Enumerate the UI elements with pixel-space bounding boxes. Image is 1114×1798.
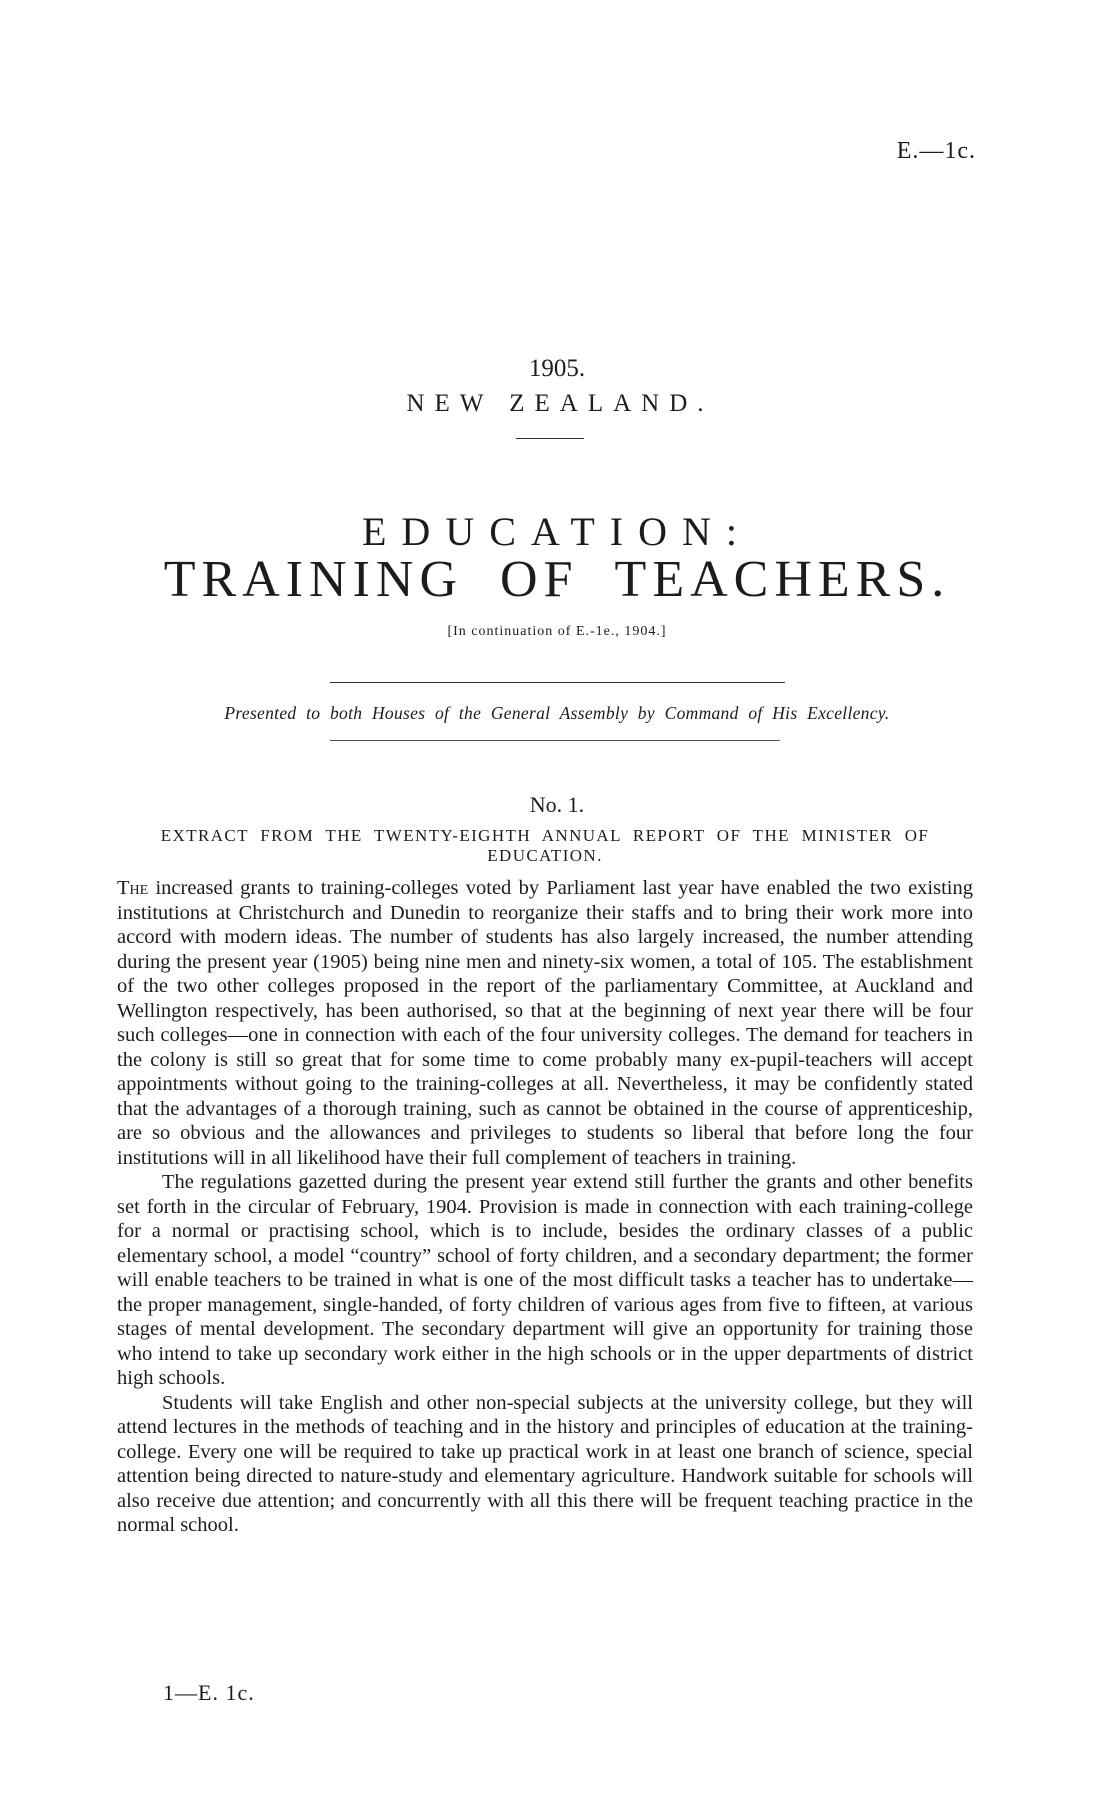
section-number: No. 1. [529,792,585,817]
bottom-divider [330,740,780,741]
heading-training-of-teachers: TRAINING OF TEACHERS. [163,551,951,608]
short-divider [516,438,584,439]
paragraph-1-text: increased grants to training-colleges voted by Parliament last year have enabled the two existing institutions at Christchurch and Dunedin to reorganize their staffs and to bring their work more into accord with modern ideas. The number of students has also largely increased, the number attending during the present year (1905) being nine men and ninety-six women, a total of 105. The establishment of the two other colleges proposed in the report of the parliamentary Committee, at Auckland and Wellington respectively, has been authorised, so that at the beginning of next year there will be four such colleges—one in connection with each of the four university colleges. The demand for teachers in the colony is still so great that for some time to come probably many ex-pupil-teachers will accept appointments without going to the training-colleges at all. Nevertheless, it may be confidently stated that the advantages of a thorough training, such as cannot be obtained in the course of apprenticeship, are so obvious and the allowances and privileges to students so liberal that before long the four institutions will in all likelihood have their full complement of teachers in training. [117,877,973,1169]
paragraph-3: Students will take English and other non-special subjects at the university college, but they will attend lectures in the methods of teaching and in the history and principles of education at the training-college. Every one will be required to take up practical work in at least one branch of science, special attention being directed to nature-study and elementary agriculture. Handwork suitable for schools will also receive due attention; and concurrently with all this there will be frequent teaching practice in the normal school. [117,1391,973,1536]
paragraph-2: The regulations gazetted during the present year extend still further the grants and other benefits set forth in the circular of February, 1904. Provision is made in connection with each training-college for a normal or practising school, which is to include, besides the ordinary classes of a public elementary school, a model “country” school of forty children, and a secondary department; the former will enable teachers to be trained in what is one of the most difficult tasks a teacher has to undertake—the proper management, single-handed, of forty children of various ages from five to fifteen, at various stages of mental development. The secondary department will give an opportunity for training those who intend to take up secondary work either in the high schools or in the upper departments of district high schools. [117,1171,973,1389]
paragraph-1-lead: The [117,877,149,899]
page-reference: E.—1c. [896,138,976,164]
paragraph-1 [117,876,973,1170]
country-name: NEW ZEALAND. [406,390,714,417]
continuation-note: [In continuation of E.-1e., 1904.] [447,624,667,639]
top-divider [330,682,785,683]
heading-education: EDUCATION: [362,509,752,554]
body-text [117,876,973,1538]
presented-line: Presented to both Houses of the General Assembly by Command of His Excellency. [224,703,890,723]
page-signature: 1—E. 1c. [163,1680,255,1705]
extract-title: EXTRACT FROM THE TWENTY-EIGHTH ANNUAL REPORT OF THE MINISTER OF EDUCATION. [160,826,930,865]
year: 1905. [528,355,586,382]
